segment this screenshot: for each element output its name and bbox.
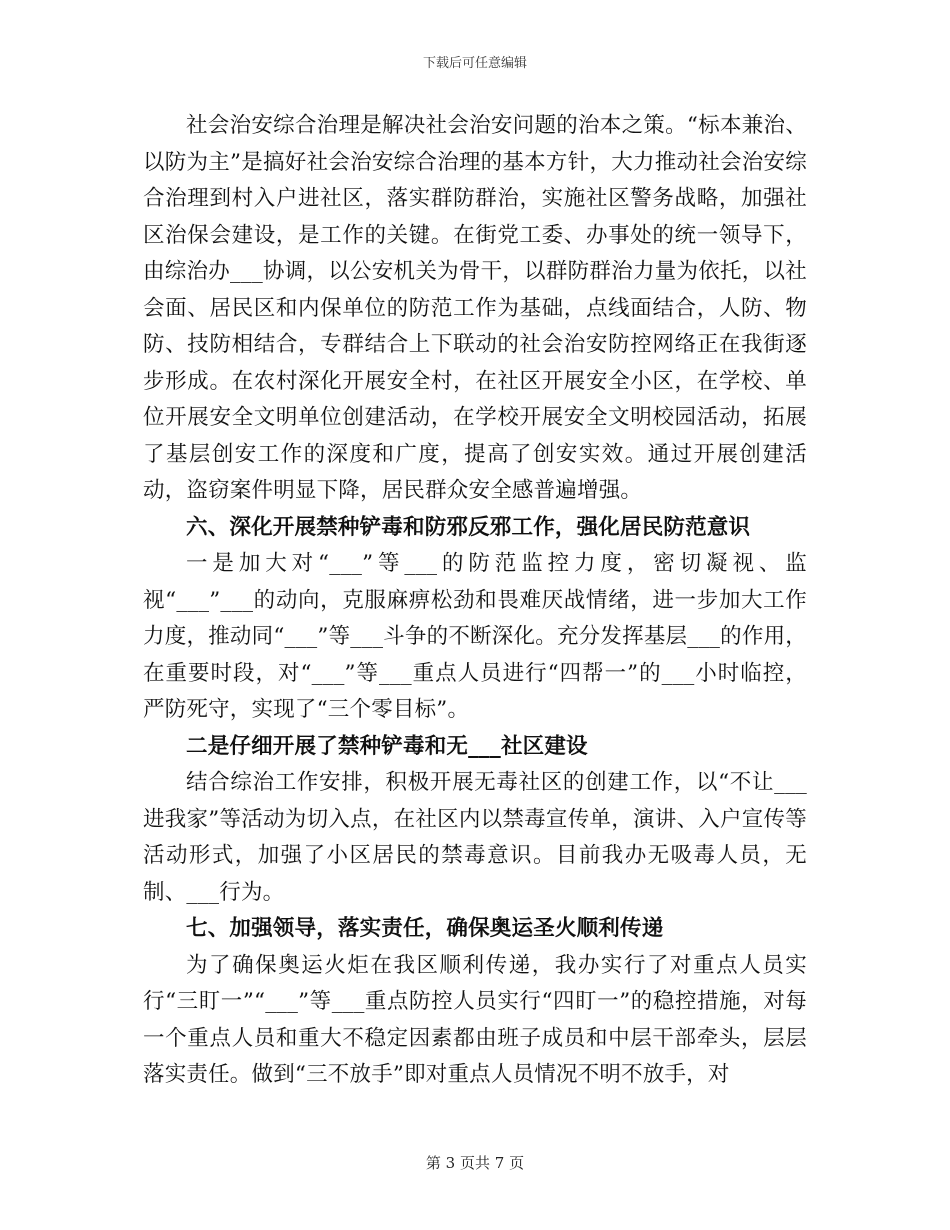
heading-section-six: 六、深化开展禁种铲毒和防邪反邪工作，强化居民防范意识 xyxy=(186,514,751,540)
paragraph-drug-free: 结合综治工作安排，积极开展无毒社区的创建工作，以“不让___进我家”等活动为切入点，在社区内以禁毒宣传单，演讲、入户宣传等活动形式，加强了小区居民的禁毒意识。目前我办无吸毒人员，无制、___行为。 xyxy=(143,770,807,905)
document-body xyxy=(143,108,807,1094)
heading-section-seven: 七、加强领导，落实责任，确保奥运圣火顺利传递 xyxy=(186,916,664,941)
paragraph-olympic-torch: 为了确保奥运火炬在我区顺利传递，我办实行了对重点人员实行“三盯一”“___”等___重点防控人员实行“四盯一”的稳控措施，对每一个重点人员和重大不稳定因素都由班子成员和中层干部牵头，层层落实责任。做到“三不放手”即对重点人员情况不明不放手，对 xyxy=(143,952,807,1087)
page-footer: 第 3 页共 7 页 xyxy=(425,1154,525,1172)
heading-drug-free-community: 二是仔细开展了禁种铲毒和无___社区建设 xyxy=(186,733,588,759)
page-header: 下载后可任意编辑 xyxy=(422,56,527,71)
paragraph-social-security: 社会治安综合治理是解决社会治安问题的治本之策。“标本兼治、以防为主”是搞好社会治安综合治理的基本方针，大力推动社会治安综合治理到村入户进社区，落实群防群治，实施社区警务战略，加强社区治保会建设，是工作的关键。在街党工委、办事处的统一领导下，由综治办___协调，以公安机关为骨干，以群防群治力量为依托，以社会面、居民区和内保单位的防范工作为基础，点线面结合，人防、物防、技防相结合，专群结合上下联动的社会治安防控网络正在我街逐步形成。在农村深化开展安全村，在社区开展安全小区，在学校、单位开展安全文明单位创建活动，在学校开展安全文明校园活动，拓展了基层创安工作的深度和广度，提高了创安实效。通过开展创建活动，盗窃案件明显下降，居民群众安全感普遍增强。 xyxy=(143,113,807,503)
paragraph-monitoring: 一是加大对“___”等___的防范监控力度，密切凝视、监视“___”___的动向，克服麻痹松劲和畏难厌战情绪，进一步加大工作力度，推动同“___”等___斗争的不断深化。充分发挥基层___的作用，在重要时段，对“___”等___重点人员进行“四帮一”的___小时临控，严防死守，实现了“三个零目标”。 xyxy=(143,551,807,722)
